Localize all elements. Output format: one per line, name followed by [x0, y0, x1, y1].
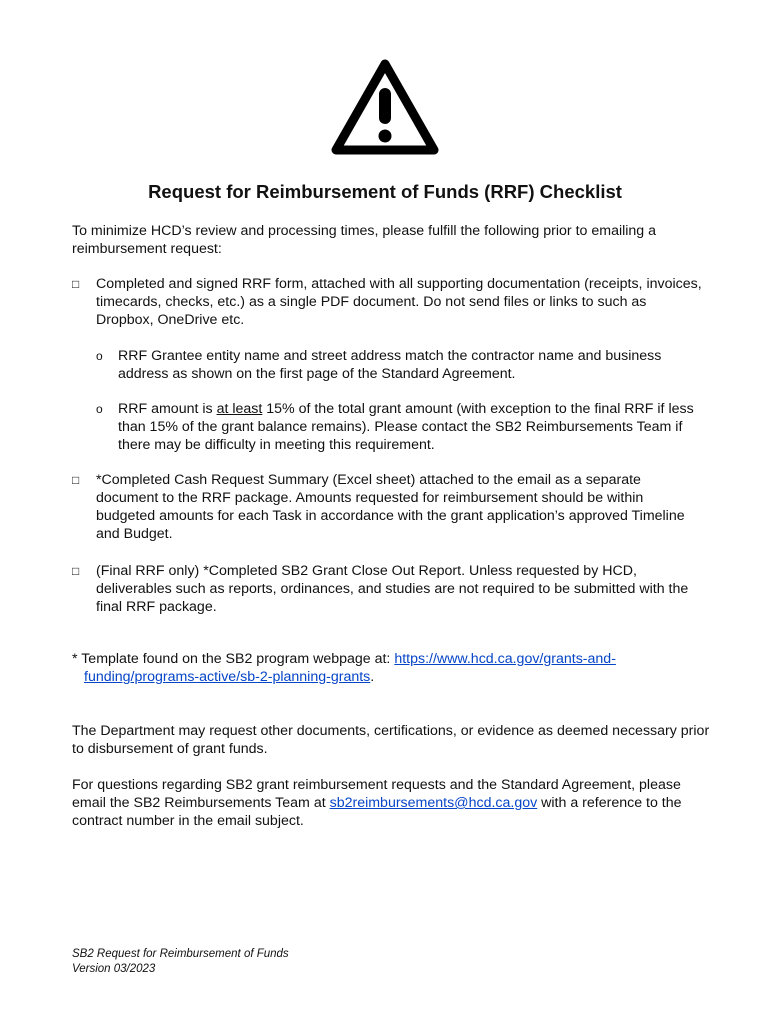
checklist-item-text: *Completed Cash Request Summary (Excel sheet) attached to the email as a separate document to the RRF package. Amounts requested for reimbursement should be within budgeted amounts for each Task in accordance with the grant application’s approved Timeline and Budget.	[96, 472, 685, 542]
checklist-subitem-text	[118, 400, 704, 454]
note-text: * Template found on the SB2 program webpage at:	[72, 651, 395, 667]
contact-paragraph	[72, 776, 712, 830]
contact-text-pre: For questions regarding SB2 grant reimbursement requests and the Standard Agreement, please email the SB2 Reimbursements Team at	[72, 777, 681, 811]
footer-version: Version 03/2023	[72, 963, 156, 975]
subitem-text-post: 15% of the total grant amount (with exception to the final RRF if less than 15% of the grant balance remains). Please contact the SB2 Reimbursements Team if there may be difficulty in meeting this requirement.	[118, 401, 694, 453]
subitem-text-pre: RRF amount is	[118, 401, 217, 417]
note-period: .	[370, 669, 375, 685]
template-note	[72, 650, 712, 686]
checkbox-icon: □	[72, 564, 80, 578]
contact-text-post: with a reference to the contract number in the email subject.	[72, 795, 682, 829]
template-link-part-1[interactable]: https://www.hcd.ca.gov/grants-and-	[394, 651, 616, 667]
page-title: Request for Reimbursement of Funds (RRF) Checklist	[148, 181, 622, 202]
checkbox-icon: □	[72, 473, 80, 487]
warning-triangle-icon	[330, 56, 440, 158]
bullet-icon: o	[96, 402, 103, 416]
template-link-part-2[interactable]: funding/programs-active/sb-2-planning-grants	[84, 669, 371, 685]
underlined-text: at least	[216, 401, 263, 417]
footer-title: SB2 Request for Reimbursement of Funds	[72, 948, 289, 960]
checklist-subitem-text: RRF Grantee entity name and street address match the contractor name and business address as shown on the first page of the Standard Agreement.	[118, 348, 662, 382]
intro-text: To minimize HCD’s review and processing times, please fulfill the following prior to emailing a reimbursement request:	[72, 223, 657, 257]
checkbox-icon: □	[72, 277, 80, 291]
department-paragraph: The Department may request other documents, certifications, or evidence as deemed necessary prior to disbursement of grant funds.	[72, 723, 710, 757]
warning-icon	[330, 56, 440, 158]
checklist-item-text: Completed and signed RRF form, attached with all supporting documentation (receipts, invoices, timecards, checks, etc.) as a single PDF document. Do not send files or links to such as Dropbox, OneDrive etc.	[96, 276, 702, 328]
checklist-item-text: (Final RRF only) *Completed SB2 Grant Close Out Report. Unless requested by HCD, deliverables such as reports, ordinances, and studies are not required to be submitted with the final RRF package.	[96, 563, 689, 615]
bullet-icon: o	[96, 349, 103, 363]
email-link[interactable]: sb2reimbursements@hcd.ca.gov	[329, 795, 538, 811]
footer	[72, 947, 289, 977]
